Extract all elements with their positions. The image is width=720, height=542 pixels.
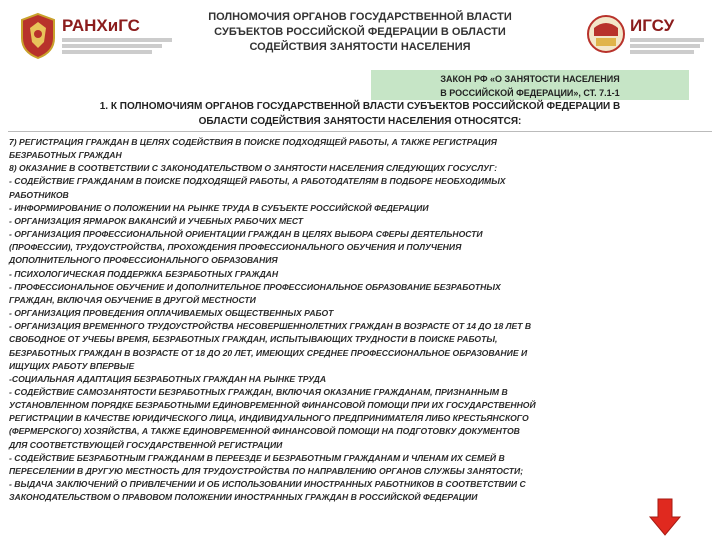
text-line: - ОРГАНИЗАЦИЯ ПРОФЕССИОНАЛЬНОЙ ОРИЕНТАЦИИ ГРАЖДАН В ЦЕЛЯХ ВЫБОРА СФЕРЫ ДЕЯТЕЛЬНОСТИ	[9, 229, 483, 240]
next-slide-arrow[interactable]	[648, 497, 682, 537]
text-line: ДОПОЛНИТЕЛЬНОГО ПРОФЕССИОНАЛЬНОГО ОБРАЗОВАНИЯ	[9, 255, 278, 266]
text-line: ДЛЯ СООТВЕТСТВУЮЩЕЙ ГОСУДАРСТВЕННОЙ РЕГИСТРАЦИИ	[9, 439, 283, 450]
text-line: - СОДЕЙСТВИЕ БЕЗРАБОТНЫМ ГРАЖДАНАМ В ПЕРЕЕЗДЕ И БЕЗРАБОТНЫМ ГРАЖДАНАМ И ЧЛЕНАМ ИХ СЕМЕЙ В	[9, 452, 505, 463]
text-line: ЗАКОНОДАТЕЛЬСТВОМ О ПРАВОВОМ ПОЛОЖЕНИИ ИНОСТРАННЫХ ГРАЖДАН В РОССИЙСКОЙ ФЕДЕРАЦИИ	[9, 492, 478, 503]
text-line: - ОРГАНИЗАЦИЯ ЯРМАРОК ВАКАНСИЙ И УЧЕБНЫХ РАБОЧИХ МЕСТ	[9, 215, 303, 226]
text-line: - ОРГАНИЗАЦИЯ ВРЕМЕННОГО ТРУДОУСТРОЙСТВА НЕСОВЕРШЕННОЛЕТНИХ ГРАЖДАН В ВОЗРАСТЕ ОТ 14 ДО 18 ЛЕТ В	[9, 321, 532, 332]
text-line: БЕЗРАБОТНЫХ ГРАЖДАН В ВОЗРАСТЕ ОТ 18 ДО 20 ЛЕТ, ИМЕЮЩИХ СРЕДНЕЕ ПРОФЕССИОНАЛЬНОЕ ОБРАЗОВАНИЕ И	[9, 347, 528, 358]
ranepa-logo	[18, 12, 183, 60]
igsu-logo	[586, 12, 706, 60]
section-heading: 1. К ПОЛНОМОЧИЯМ ОРГАНОВ ГОСУДАРСТВЕННОЙ ВЛАСТИ СУБЪЕКТОВ РОССИЙСКОЙ ФЕДЕРАЦИИ В ОБЛАСТИ СОДЕЙСТВИЯ ЗАНЯТОСТИ НАСЕЛЕНИЯ ОТНОСЯТСЯ:	[99, 101, 621, 127]
text-line: ИЩУЩИХ РАБОТУ ВПЕРВЫЕ	[9, 360, 135, 371]
text-line: - ВЫДАЧА ЗАКЛЮЧЕНИЙ О ПРИВЛЕЧЕНИИ И ОБ ИСПОЛЬЗОВАНИИ ИНОСТРАННЫХ РАБОТНИКОВ В СООТВЕТСТВИИ С	[9, 479, 526, 490]
text-line: 7) РЕГИСТРАЦИЯ ГРАЖДАН В ЦЕЛЯХ СОДЕЙСТВИЯ В ПОИСКЕ ПОДХОДЯЩЕЙ РАБОТЫ, А ТАКЖЕ РЕГИСТРАЦИЯ	[9, 137, 497, 147]
text-line: РЕГИСТРАЦИИ В КАЧЕСТВЕ ЮРИДИЧЕСКОГО ЛИЦА, ИНДИВИДУАЛЬНОГО ПРЕДПРИНИМАТЕЛЯ ЛИБО КРЕСТЬЯНСКОГО	[9, 413, 529, 424]
text-line: - ИНФОРМИРОВАНИЕ О ПОЛОЖЕНИИ НА РЫНКЕ ТРУДА В СУБЪЕКТЕ РОССИЙСКОЙ ФЕДЕРАЦИИ	[9, 202, 429, 213]
igsu-emblem-icon	[586, 12, 626, 58]
igsu-logo-text: ИГСУ	[630, 16, 675, 35]
law-reference-box: ЗАКОН РФ «О ЗАНЯТОСТИ НАСЕЛЕНИЯ В РОССИЙСКОЙ ФЕДЕРАЦИИ», СТ. 7.1-1	[371, 70, 689, 100]
divider	[8, 131, 712, 132]
text-line: - ПСИХОЛОГИЧЕСКАЯ ПОДДЕРЖКА БЕЗРАБОТНЫХ ГРАЖДАН	[9, 268, 279, 279]
text-line: (ФЕРМЕРСКОГО) ХОЗЯЙСТВА, А ТАКЖЕ ЕДИНОВРЕМЕННОЙ ФИНАНСОВОЙ ПОМОЩИ НА ПОДГОТОВКУ ДОКУМЕНТОВ	[9, 426, 520, 437]
page-title: ПОЛНОМОЧИЯ ОРГАНОВ ГОСУДАРСТВЕННОЙ ВЛАСТИ СУБЪЕКТОВ РОССИЙСКОЙ ФЕДЕРАЦИИ В ОБЛАСТИ СОДЕЙСТВИЯ ЗАНЯТОСТИ НАСЕЛЕНИЯ	[208, 11, 512, 53]
text-line: - ПРОФЕССИОНАЛЬНОЕ ОБУЧЕНИЕ И ДОПОЛНИТЕЛЬНОЕ ПРОФЕССИОНАЛЬНОЕ ОБРАЗОВАНИЕ БЕЗРАБОТНЫХ	[9, 281, 501, 292]
text-line: -СОЦИАЛЬНАЯ АДАПТАЦИЯ БЕЗРАБОТНЫХ ГРАЖДАН НА РЫНКЕ ТРУДА	[9, 373, 327, 384]
text-line: - ОРГАНИЗАЦИЯ ПРОВЕДЕНИЯ ОПЛАЧИВАЕМЫХ ОБЩЕСТВЕННЫХ РАБОТ	[9, 308, 334, 319]
text-line: СВОБОДНОЕ ОТ УЧЕБЫ ВРЕМЯ, БЕЗРАБОТНЫХ ГРАЖДАН, ИСПЫТЫВАЮЩИХ ТРУДНОСТИ В ПОИСКЕ РАБОТЫ,	[9, 334, 498, 345]
ranepa-logo-text: РАНХиГС	[62, 16, 140, 35]
text-line: (ПРОФЕССИИ), ТРУДОУСТРОЙСТВА, ПРОХОЖДЕНИЯ ПРОФЕССИОНАЛЬНОГО ОБУЧЕНИЯ И ПОЛУЧЕНИЯ	[9, 242, 462, 253]
text-line: БЕЗРАБОТНЫХ ГРАЖДАН	[9, 150, 122, 161]
text-line: - СОДЕЙСТВИЕ ГРАЖДАНАМ В ПОИСКЕ ПОДХОДЯЩЕЙ РАБОТЫ, А РАБОТОДАТЕЛЯМ В ПОДБОРЕ НЕОБХОДИМЫХ	[9, 176, 506, 187]
body-text	[9, 136, 699, 504]
text-line: ПЕРЕСЕЛЕНИИ В ДРУГУЮ МЕСТНОСТЬ ДЛЯ ТРУДОУСТРОЙСТВА ПО НАПРАВЛЕНИЮ ОРГАНОВ СЛУЖБЫ ЗАНЯТОСТИ;	[9, 465, 524, 476]
arrow-down-icon	[648, 497, 682, 537]
text-line: - СОДЕЙСТВИЕ САМОЗАНЯТОСТИ БЕЗРАБОТНЫХ ГРАЖДАН, ВКЛЮЧАЯ ОКАЗАНИЕ ГРАЖДАНАМ, ПРИЗНАННЫМ В	[9, 386, 508, 397]
text-line: РАБОТНИКОВ	[9, 189, 69, 200]
text-line: 8) ОКАЗАНИЕ В СООТВЕТСТВИИ С ЗАКОНОДАТЕЛЬСТВОМ О ЗАНЯТОСТИ НАСЕЛЕНИЯ СЛЕДУЮЩИХ ГОСУСЛУГ:	[9, 163, 498, 174]
ranepa-emblem-icon	[18, 12, 58, 60]
text-line: ГРАЖДАН, ВКЛЮЧАЯ ОБУЧЕНИЕ В ДРУГОЙ МЕСТНОСТИ	[9, 294, 256, 305]
text-line: УСТАНОВЛЕННОМ ПОРЯДКЕ БЕЗРАБОТНЫМИ ЕДИНОВРЕМЕННОЙ ФИНАНСОВОЙ ПОМОЩИ ПРИ ИХ ГОСУДАРСТВЕННОЙ	[9, 400, 536, 411]
